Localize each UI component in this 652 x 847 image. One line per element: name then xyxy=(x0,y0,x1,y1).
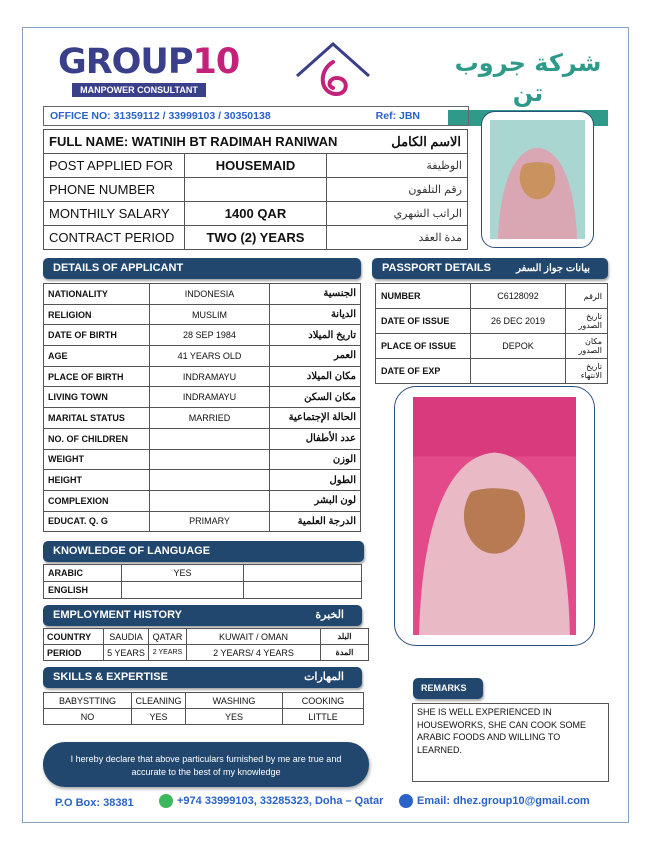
detail-label-ar: عدد الأطفال xyxy=(270,428,361,449)
info-label-ar: الوظيفة xyxy=(326,154,467,178)
detail-row xyxy=(44,511,361,532)
language-row xyxy=(44,582,362,599)
applicant-photo-large xyxy=(394,386,595,646)
info-label: PHONE NUMBER xyxy=(44,178,185,202)
remarks-section-header xyxy=(413,678,483,699)
info-value xyxy=(185,178,326,202)
info-row xyxy=(44,202,468,226)
info-label-ar: رقم التلفون xyxy=(326,178,467,202)
info-value: TWO (2) YEARS xyxy=(185,226,326,250)
detail-label-ar: مكان الميلاد xyxy=(270,366,361,387)
portrait-icon xyxy=(413,397,576,635)
passport-label: DATE OF EXP xyxy=(376,359,471,384)
logo-group-text: GROUP xyxy=(58,42,193,82)
employment-period-row xyxy=(44,645,369,661)
detail-value xyxy=(150,449,270,470)
detail-row xyxy=(44,366,361,387)
info-row xyxy=(44,154,468,178)
employment-table xyxy=(43,628,369,661)
detail-label: MARITAL STATUS xyxy=(44,408,150,429)
language-section-header xyxy=(43,541,364,562)
detail-label: WEIGHT xyxy=(44,449,150,470)
skill-value: NO xyxy=(44,709,132,725)
footer-email-text[interactable]: Email: dhez.group10@gmail.com xyxy=(417,794,590,807)
detail-row xyxy=(44,490,361,511)
passport-row xyxy=(376,309,608,334)
applicant-details-table xyxy=(43,283,361,532)
language-level: YES xyxy=(122,565,244,582)
detail-value xyxy=(150,490,270,511)
detail-value: INDONESIA xyxy=(150,284,270,305)
detail-label-ar: الديانة xyxy=(270,304,361,325)
passport-value: C6128092 xyxy=(471,284,566,309)
detail-row xyxy=(44,325,361,346)
detail-label-ar: الوزن xyxy=(270,449,361,470)
portrait-icon xyxy=(490,120,585,239)
period-label: PERIOD xyxy=(44,645,104,661)
skills-table xyxy=(43,692,364,725)
passport-title-ar: بيانات جواز السفر xyxy=(516,263,590,274)
group10-logo xyxy=(58,42,240,97)
detail-value: PRIMARY xyxy=(150,511,270,532)
info-value: 1400 QAR xyxy=(185,202,326,226)
full-name-row xyxy=(44,130,468,154)
detail-label-ar: الجنسية xyxy=(270,284,361,305)
skills-title: SKILLS & EXPERTISE xyxy=(53,671,168,683)
passport-value: 26 DEC 2019 xyxy=(471,309,566,334)
detail-value: MUSLIM xyxy=(150,304,270,325)
full-name: FULL NAME: WATINIH BT RADIMAH RANIWAN xyxy=(49,134,338,149)
info-label-ar: الراتب الشهري xyxy=(326,202,467,226)
language-name: ARABIC xyxy=(44,565,122,582)
passport-section-header xyxy=(372,258,608,279)
declaration-box: I hereby declare that above particulars furnished by me are true and accurate to the best of my knowledge xyxy=(43,742,369,787)
employment-section-header xyxy=(43,605,362,626)
passport-label: NUMBER xyxy=(376,284,471,309)
detail-label: AGE xyxy=(44,346,150,367)
skills-name-row xyxy=(44,693,364,709)
skill-name: COOKING xyxy=(283,693,364,709)
country-cell: QATAR xyxy=(149,629,187,645)
employment-title-ar: الخبرة xyxy=(315,609,344,621)
skills-title-ar: المهارات xyxy=(304,671,344,683)
passport-label-ar: تاريخ الانتهاء xyxy=(566,359,608,384)
period-cell: 2 YEARS xyxy=(149,645,187,661)
full-name-ar: الاسم الكامل xyxy=(391,134,461,149)
info-row xyxy=(44,178,468,202)
detail-label-ar: الطول xyxy=(270,470,361,491)
period-label-ar: المدة xyxy=(321,645,369,661)
language-table xyxy=(43,564,362,599)
language-extra xyxy=(244,565,362,582)
detail-label-ar: مكان السكن xyxy=(270,387,361,408)
logo-subtitle: MANPOWER CONSULTANT xyxy=(72,83,206,97)
detail-label: NATIONALITY xyxy=(44,284,150,305)
detail-label-ar: تاريخ الميلاد xyxy=(270,325,361,346)
info-value: HOUSEMAID xyxy=(185,154,326,178)
skill-value: YES xyxy=(186,709,283,725)
detail-label-ar: الدرجة العلمية xyxy=(270,511,361,532)
detail-value xyxy=(150,470,270,491)
detail-label: EDUCAT. Q. G xyxy=(44,511,150,532)
passport-table xyxy=(375,283,608,384)
detail-label: HEIGHT xyxy=(44,470,150,491)
passport-value: DEPOK xyxy=(471,334,566,359)
passport-label: DATE OF ISSUE xyxy=(376,309,471,334)
passport-value xyxy=(471,359,566,384)
employment-country-row xyxy=(44,629,369,645)
po-box: P.O Box: 38381 xyxy=(55,797,134,809)
passport-label-ar: الرقم xyxy=(566,284,608,309)
detail-label-ar: العمر xyxy=(270,346,361,367)
skill-value: LITTLE xyxy=(283,709,364,725)
detail-value: INDRAMAYU xyxy=(150,387,270,408)
detail-label: DATE OF BIRTH xyxy=(44,325,150,346)
info-label: POST APPLIED FOR xyxy=(44,154,185,178)
footer-email xyxy=(399,794,590,808)
skill-value: YES xyxy=(132,709,186,725)
detail-label-ar: الحالة الإجتماعية xyxy=(270,408,361,429)
detail-label-ar: لون البشر xyxy=(270,490,361,511)
detail-value: 41 YEARS OLD xyxy=(150,346,270,367)
language-row xyxy=(44,565,362,582)
skills-value-row xyxy=(44,709,364,725)
passport-label-ar: مكان الصدور xyxy=(566,334,608,359)
detail-row xyxy=(44,428,361,449)
employment-title: EMPLOYMENT HISTORY xyxy=(53,609,182,621)
language-name: ENGLISH xyxy=(44,582,122,599)
info-label: MONTHILY SALARY xyxy=(44,202,185,226)
detail-label: LIVING TOWN xyxy=(44,387,150,408)
remarks-title: REMARKS xyxy=(421,683,467,693)
company-emblem-icon xyxy=(293,40,373,102)
detail-row xyxy=(44,346,361,367)
passport-title: PASSPORT DETAILS xyxy=(382,262,491,274)
detail-row xyxy=(44,408,361,429)
period-cell: 2 YEARS/ 4 YEARS xyxy=(187,645,321,661)
info-label: CONTRACT PERIOD xyxy=(44,226,185,250)
passport-row xyxy=(376,284,608,309)
detail-label: COMPLEXION xyxy=(44,490,150,511)
whatsapp-icon xyxy=(159,794,173,808)
logo-ten-text: 10 xyxy=(192,42,240,82)
country-label-ar: البلد xyxy=(321,629,369,645)
detail-value: 28 SEP 1984 xyxy=(150,325,270,346)
language-title: KNOWLEDGE OF LANGUAGE xyxy=(53,545,211,557)
skills-section-header xyxy=(43,667,362,688)
details-title: DETAILS OF APPLICANT xyxy=(53,262,184,274)
detail-row xyxy=(44,304,361,325)
detail-value: INDRAMAYU xyxy=(150,366,270,387)
info-label-ar: مدة العقد xyxy=(326,226,467,250)
cv-page xyxy=(22,27,629,823)
country-cell: KUWAIT / OMAN xyxy=(187,629,321,645)
detail-label: NO. OF CHILDREN xyxy=(44,428,150,449)
detail-row xyxy=(44,387,361,408)
applicant-photo-small xyxy=(481,111,594,248)
office-info-bar xyxy=(43,106,469,126)
detail-label: PLACE OF BIRTH xyxy=(44,366,150,387)
reference-code: Ref: JBN xyxy=(375,110,420,122)
main-info-table xyxy=(43,129,468,250)
passport-label-ar: تاريخ الصدور xyxy=(566,309,608,334)
detail-value: MARRIED xyxy=(150,408,270,429)
detail-value xyxy=(150,428,270,449)
skill-name: BABYSTTING xyxy=(44,693,132,709)
country-label: COUNTRY xyxy=(44,629,104,645)
passport-row xyxy=(376,334,608,359)
passport-label: PLACE OF ISSUE xyxy=(376,334,471,359)
info-row xyxy=(44,226,468,250)
detail-row xyxy=(44,470,361,491)
footer-phones: +974 33999103, 33285323, Doha – Qatar xyxy=(177,794,384,807)
skill-name: WASHING xyxy=(186,693,283,709)
detail-row xyxy=(44,449,361,470)
details-section-header xyxy=(43,258,361,279)
skill-name: CLEANING xyxy=(132,693,186,709)
country-cell: SAUDIA xyxy=(104,629,149,645)
arabic-company-name: شركة جروب تن xyxy=(454,49,602,107)
language-level xyxy=(122,582,244,599)
office-phones: OFFICE NO: 31359112 / 33999103 / 30350138 xyxy=(50,110,271,122)
footer-phone xyxy=(159,794,383,808)
detail-label: RELIGION xyxy=(44,304,150,325)
remarks-text: SHE IS WELL EXPERIENCED IN HOUSEWORKS, SHE CAN COOK SOME ARABIC FOODS AND WILLING TO LEARNED. xyxy=(412,703,609,782)
email-icon xyxy=(399,794,413,808)
period-cell: 5 YEARS xyxy=(104,645,149,661)
detail-row xyxy=(44,284,361,305)
passport-row xyxy=(376,359,608,384)
language-extra xyxy=(244,582,362,599)
